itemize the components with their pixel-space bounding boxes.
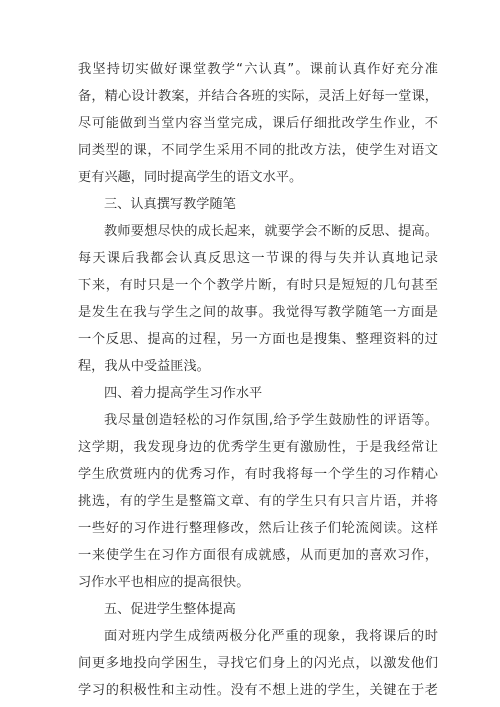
body-line: 一来使学生在习作方面很有成就感，从而更加的喜欢习作， <box>78 548 438 563</box>
body-line: 每天课后我都会认真反思这一节课的得与失并认真地记录 <box>78 251 438 266</box>
document-page <box>78 56 438 704</box>
body-line: 下来，有时只是一个个教学片断，有时只是短短的几句甚至 <box>78 278 438 293</box>
body-line: 一些好的习作进行整理修改，然后让孩子们轮流阅读。这样 <box>78 521 438 536</box>
section-heading: 三、认真撰写教学随笔 <box>104 197 236 212</box>
body-line: 程，我从中受益匪浅。 <box>78 359 210 374</box>
body-line: 同类型的课，不同学生采用不同的批改方法，使学生对语文 <box>78 143 438 158</box>
body-line: 学习的积极性和主动性。没有不想上进的学生，关键在于老 <box>78 683 438 698</box>
body-line: 间更多地投向学困生，寻找它们身上的闪光点，以激发他们 <box>78 656 438 671</box>
body-line: 更有兴趣，同时提高学生的语文水平。 <box>78 170 303 185</box>
body-line: 是发生在我与学生之间的故事。我觉得写教学随笔一方面是 <box>78 305 438 320</box>
body-line: 备，精心设计教案，并结合各班的实际，灵活上好每一堂课， <box>78 89 438 104</box>
body-line: 尽可能做到当堂内容当堂完成，课后仔细批改学生作业，不 <box>78 116 438 131</box>
body-line: 学生欣赏班内的优秀习作，有时我将每一个学生的习作精心 <box>78 467 438 482</box>
body-line: 习作水平也相应的提高很快。 <box>78 575 250 590</box>
section-heading: 五、促进学生整体提高 <box>104 602 236 617</box>
body-line: 一个反思、提高的过程，另一方面也是搜集、整理资料的过 <box>78 332 438 347</box>
paragraph-first-line: 教师要想尽快的成长起来，就要学会不断的反思、提高。 <box>104 224 438 239</box>
paragraph-first-line: 我尽量创造轻松的习作氛围,给予学生鼓励性的评语等。 <box>104 413 438 428</box>
section-heading: 四、着力提高学生习作水平 <box>104 386 263 401</box>
body-line: 挑选，有的学生是整篇文章、有的学生只有只言片语，并将 <box>78 494 438 509</box>
paragraph-first-line: 面对班内学生成绩两极分化严重的现象，我将课后的时 <box>104 629 438 644</box>
body-line: 我坚持切实做好课堂教学“六认真”。课前认真作好充分准 <box>78 62 438 77</box>
body-line: 这学期，我发现身边的优秀学生更有激励性，于是我经常让 <box>78 440 438 455</box>
